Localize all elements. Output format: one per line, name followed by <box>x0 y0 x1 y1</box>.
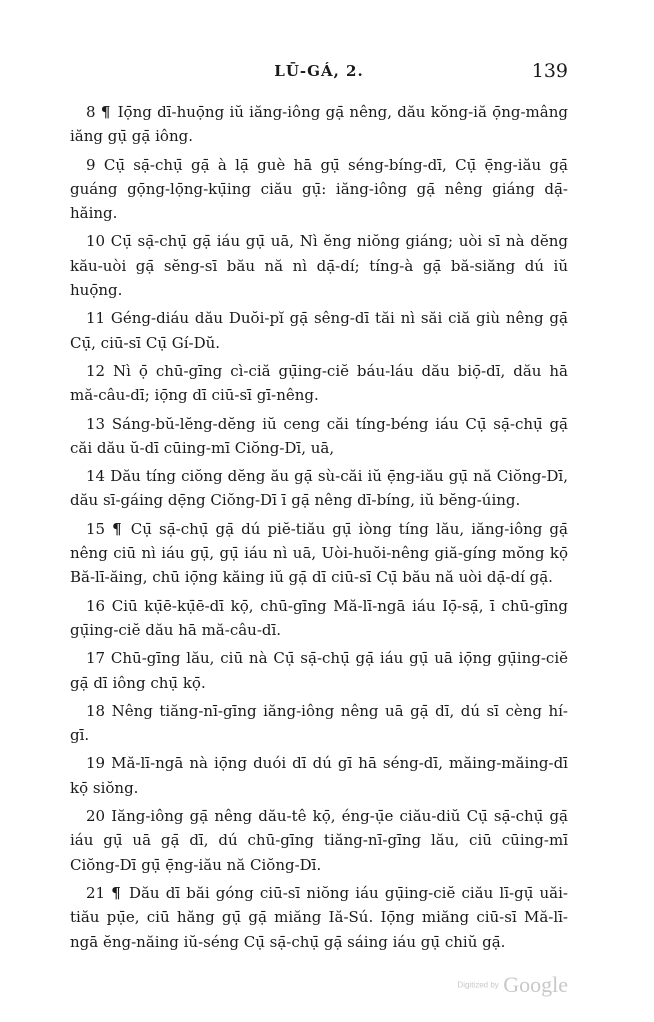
verse-text: Cụ̄ sạ̄-chụ̄ gạ̄ iáu gụ̄ uā, Nì ĕng niŏng giáng; uòi sī nà dĕng kău-uòi gạ̄ sĕng-sī bău nă nì dạ̄-dí; tíng-à gạ̄ bă-siăng dú iŭ huọ̄ng. <box>70 232 568 300</box>
verse-number: 15 <box>86 519 106 538</box>
verse-text: Dău tíng ciŏng dĕng ău gạ̄ sù-căi iŭ ẹ̄ng-iău gụ̄ nă Ciŏng-Dī, dău sī-gáing dẹ̄ng Ciŏng-Dī ī gạ̄ nêng dī-bíng, iŭ bĕng-úing. <box>70 467 568 510</box>
verse-text: Mă-lī-ngā nà iọ̄ng duói dī dú gī hā séng-dī, măing-măing-dī kọ̄ siŏng. <box>70 754 568 797</box>
verse-text: Chū-gīng lău, ciū nà Cụ̄ sạ̄-chụ̄ gạ̄ iáu gụ̄ uā iọ̄ng gụ̄ing-ciĕ gạ̄ dī iông chụ̄ kọ̄. <box>70 649 568 692</box>
verse-text: Cụ̄ sạ̄-chụ̄ gạ̄ dú piĕ-tiău gụ̄ iòng tíng lău, iăng-iông gạ̄ nêng ciū nì iáu gụ̄, gụ̄ iáu nì uā, Uòi-huŏi-nêng giă-gíng mŏng kọ̄ Bă-lī-ăing, chū iọ̄ng kăing iŭ gạ̄ dī ciū-sī Cụ̄ bău nă uòi dạ̄-dí gạ̄. <box>70 519 568 587</box>
running-head: LŪ-GÁ, 2. <box>274 62 364 80</box>
verse-paragraph <box>70 594 568 643</box>
verse-text: Dău dī băi góng ciū-sī niŏng iáu gụ̄ing-ciĕ ciău lī-gụ̄ uăi-tiău pụ̄e, ciū hăng gụ̄ gạ̄ miăng Iă-Sú. Iọ̄ng miăng ciū-sī Mă-lī-ngā ĕng-năing iŭ-séng Cụ̄ sạ̄-chụ̄ gạ̄ sáing iáu gụ̄ chiŭ gạ̄. <box>70 883 568 951</box>
verse-paragraph <box>70 881 568 954</box>
digitized-watermark <box>457 972 568 998</box>
verse-paragraph <box>70 229 568 302</box>
verse-paragraph <box>70 359 568 408</box>
watermark-prefix: Digitized by <box>457 980 499 990</box>
verse-text: Nì ọ̄ chū-gīng cì-ciă gụ̄ing-ciĕ báu-láu dău biọ̄-dī, dău hā mă-câu-dī; iọ̄ng dī ciū-sī gī-nêng. <box>70 361 568 405</box>
page-header <box>70 62 568 90</box>
pilcrow-icon: ¶ <box>112 519 122 538</box>
verse-paragraph <box>70 517 568 590</box>
verse-paragraph <box>70 699 568 748</box>
verse-paragraph <box>70 153 568 226</box>
verse-paragraph <box>70 646 568 695</box>
verse-number: 10 <box>86 232 106 251</box>
verse-number: 14 <box>86 467 106 486</box>
verse-paragraph <box>70 306 568 355</box>
verse-text: Nêng tiăng-nī-gīng iăng-iông nêng uā gạ̄ dī, dú sī cèng hí-gī. <box>70 701 568 745</box>
verse-paragraph <box>70 751 568 800</box>
verse-number: 18 <box>86 701 106 720</box>
verse-number: 8 <box>86 103 96 121</box>
verse-number: 9 <box>86 155 96 174</box>
verse-number: 17 <box>86 649 106 668</box>
watermark-brand: Google <box>503 972 568 997</box>
pilcrow-icon: ¶ <box>100 103 111 121</box>
verse-text: Sáng-bŭ-lĕng-dĕng iŭ ceng căi tíng-béng iáu Cụ̄ sạ̄-chụ̄ gạ̄ căi dău ŭ-dī cūing-mī Ciŏng-Dī, uā, <box>70 414 568 457</box>
verse-number: 16 <box>86 596 106 615</box>
verse-number: 12 <box>86 361 106 380</box>
verse-paragraph <box>70 412 568 461</box>
page-number: 139 <box>531 60 568 82</box>
verse-text: Iọ̄ng dī-huọ̄ng iŭ iăng-iông gạ̄ nêng, dău kŏng-iă ọ̄ng-mâng iăng gụ̄ gạ̄ iông. <box>70 103 568 146</box>
verse-number: 20 <box>86 807 106 826</box>
verse-number: 21 <box>86 883 106 902</box>
verse-text: Iăng-iông gạ̄ nêng dău-tê kọ̄, éng-ụ̄e ciău-diŭ Cụ̄ sạ̄-chụ̄ gạ̄ iáu gụ̄ uā gạ̄ dī, dú chū-gīng tiăng-nī-gīng lău, ciū cūing-mī Ciŏng-Dī gụ̄ ẹ̄ng-iău nă Ciŏng-Dī. <box>70 807 568 874</box>
pilcrow-icon: ¶ <box>111 883 121 902</box>
verse-paragraph <box>70 100 568 149</box>
verse-text: Géng-diáu dău Duŏi-pĭ gạ̄ sêng-dī tăi nì săi ciă giù nêng gạ̄ Cụ̄, ciū-sī Cụ̄ Gí-Dŭ. <box>70 309 568 352</box>
verse-text: Cụ̄ sạ̄-chụ̄ gạ̄ à lạ̄ guè hā gụ̄ séng-bíng-dī, Cụ̄ ẹ̄ng-iău gạ̄ guáng gọ̄ng-lọ̄ng-kụ̄ing ciău gụ̄: iăng-iông gạ̄ nêng giáng dạ̄-hăing. <box>70 155 568 223</box>
body-text <box>70 100 568 958</box>
verse-text: Ciū kụ̄ē-kụ̄ē-dī kọ̄, chū-gīng Mă-lī-ngā iáu Iọ̄-sạ̄, ī chū-gīng gụ̄ing-ciĕ dău hā mă-câu-dī. <box>70 596 568 639</box>
verse-number: 13 <box>86 414 106 433</box>
verse-number: 19 <box>86 754 106 773</box>
verse-number: 11 <box>86 309 106 328</box>
verse-paragraph <box>70 464 568 513</box>
verse-paragraph <box>70 804 568 877</box>
